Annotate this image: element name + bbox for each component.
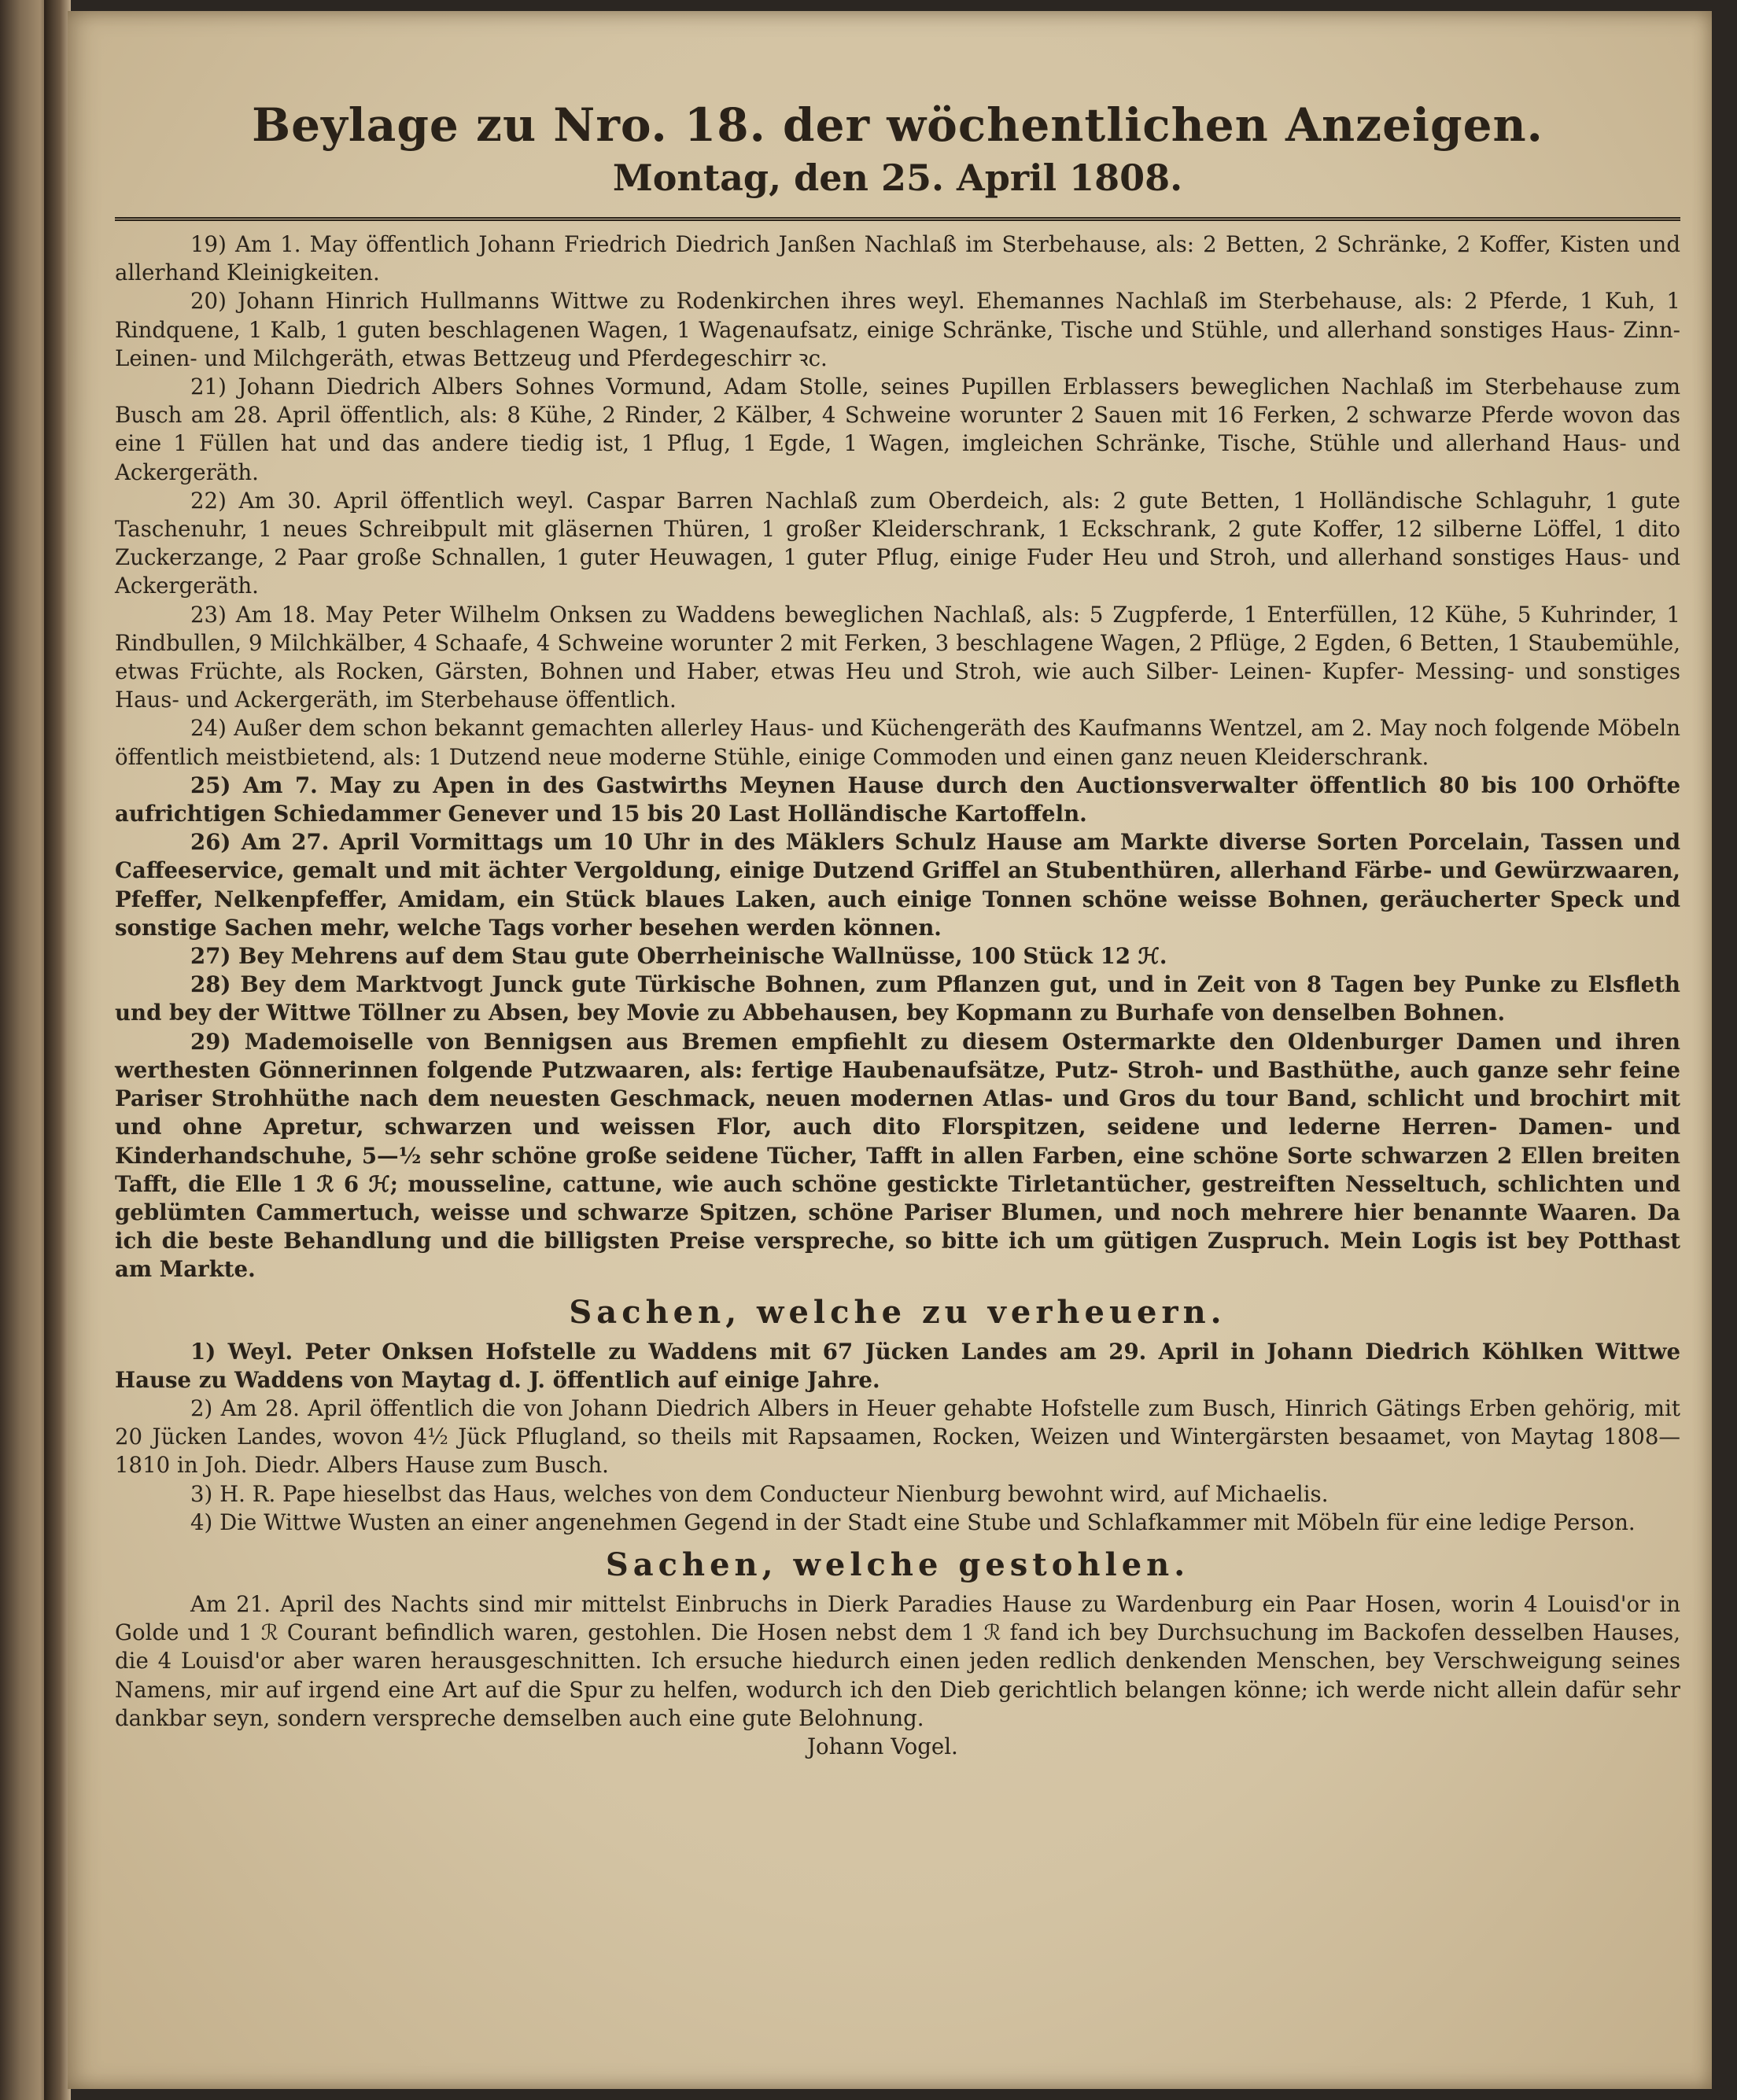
page-content — [115, 98, 1680, 1761]
entry-29: 29) Mademoiselle von Bennigsen aus Bremen empfiehlt zu diesem Ostermarkte den Oldenburger Damen und ihren werthesten Gönnerinnen folgende Putzwaaren, als: fertige Haubenaufsätze, Putz- Stroh- und Basthüthe, auch ganze sehr feine Pariser Strohhüthe nach dem neuesten Geschmack, neuen modernen Atlas- und Gros du tour Band, schlicht und brochirt mit und ohne Apretur, schwarzen und weissen Flor, auch dito Florspitzen, seidene und lederne Herren- Damen- und Kinderhandschuhe, 5—½ sehr schöne große seidene Tücher, Tafft in allen Farben, eine schöne Sorte schwarzen 2 Ellen breiten Tafft, die Elle 1 ℛ 6 ℋ; mousseline, cattune, wie auch schöne gestickte Tirletantücher, gestreiften Nesseltuch, schlichten und geblümten Cammertuch, weisse und schwarze Spitzen, schöne Pariser Blumen, und noch mehrere hier benannte Waaren. Da ich die beste Behandlung und die billigsten Preise verspreche, so bitte ich um gütigen Zuspruch. Mein Logis ist bey Potthast am Markte. — [115, 1028, 1680, 1283]
page-title: Beylage zu Nro. 18. der wöchentlichen Anzeigen. — [252, 98, 1543, 152]
header-rule — [115, 217, 1680, 221]
entry-27: 27) Bey Mehrens auf dem Stau gute Oberrheinische Wallnüsse, 100 Stück 12 ℋ. — [190, 943, 1167, 970]
rent-entry-1: 1) Weyl. Peter Onksen Hofstelle zu Waddens mit 67 Jücken Landes am 29. April in Johann Diedrich Köhlken Wittwe Hause zu Waddens von Maytag d. J. öffentlich auf einige Jahre. — [115, 1338, 1680, 1393]
entry-20: 20) Johann Hinrich Hullmanns Wittwe zu Rodenkirchen ihres weyl. Ehemannes Nachlaß im Sterbehause, als: 2 Pferde, 1 Kuh, 1 Rindquene, 1 Kalb, 1 guten beschlagenen Wagen, 1 Wagenaufsatz, einige Schränke, Tische und Stühle, und allerhand sonstiges Haus- Zinn- Leinen- und Milchgeräth, etwas Bettzeug und Pferdegeschirr ꝛc. — [115, 288, 1680, 371]
left-page-edge — [0, 0, 50, 2100]
page-date: Montag, den 25. April 1808. — [612, 157, 1183, 199]
rent-entry-2: 2) Am 28. April öffentlich die von Johann Diedrich Albers in Heuer gehabte Hofstelle zum Busch, Hinrich Gätings Erben gehörig, mit 20 Jücken Landes, wovon 4½ Jück Pflugland, so theils mit Rapsaamen, Rocken, Weizen und Wintergärsten besaamet, von Maytag 1808—1810 in Joh. Diedr. Albers Hause zum Busch. — [115, 1394, 1680, 1479]
entry-21: 21) Johann Diedrich Albers Sohnes Vormund, Adam Stolle, seines Pupillen Erblassers beweglichen Nachlaß im Sterbehause zum Busch am 28. April öffentlich, als: 8 Kühe, 2 Rinder, 2 Kälber, 4 Schweine worunter 2 Sauen mit 16 Ferken, 2 schwarze Pferde wovon das eine 1 Füllen hat und das andere tiedig ist, 1 Pflug, 1 Egde, 1 Wagen, imgleichen Schränke, Tische, Stühle und allerhand Haus- und Ackergeräth. — [115, 374, 1680, 485]
newspaper-page — [68, 11, 1712, 2089]
stolen-section-heading: Sachen, welche gestohlen. — [605, 1546, 1190, 1583]
book-gutter — [44, 0, 71, 2100]
entry-28: 28) Bey dem Marktvogt Junck gute Türkische Bohnen, zum Pflanzen gut, und in Zeit von 8 Tagen bey Punke zu Elsfleth und bey der Wittwe Töllner zu Absen, bey Movie zu Abbehausen, bey Kopmann zu Burhafe von denselben Bohnen. — [115, 971, 1680, 1026]
entry-23: 23) Am 18. May Peter Wilhelm Onksen zu Waddens beweglichen Nachlaß, als: 5 Zugpferde, 1 Enterfüllen, 12 Kühe, 5 Kuhrinder, 1 Rindbullen, 9 Milchkälber, 4 Schaafe, 4 Schweine worunter 2 mit Ferken, 3 beschlagene Wagen, 2 Pflüge, 2 Egden, 6 Betten, 1 Staubemühle, etwas Früchte, als Rocken, Gärsten, Bohnen und Haber, etwas Heu und Stroh, wie auch Silber- Leinen- Kupfer- Messing- und sonstiges Haus- und Ackergeräth, im Sterbehause öffentlich. — [115, 601, 1680, 713]
entry-19: 19) Am 1. May öffentlich Johann Friedrich Diedrich Janßen Nachlaß im Sterbehause, als: 2 Betten, 2 Schränke, 2 Koffer, Kisten und allerhand Kleinigkeiten. — [115, 231, 1680, 286]
rent-entry-4: 4) Die Wittwe Wusten an einer angenehmen Gegend in der Stadt eine Stube und Schlafkammer mit Möbeln für eine ledige Person. — [190, 1509, 1636, 1535]
entry-26: 26) Am 27. April Vormittags um 10 Uhr in des Mäklers Schulz Hause am Markte diverse Sorten Porcelain, Tassen und Caffeeservice, gemalt und mit ächter Vergoldung, einige Dutzend Griffel an Stubenthüren, allerhand Färbe- und Gewürzwaaren, Pfeffer, Nelkenpfeffer, Amidam, ein Stück blaues Laken, auch einige Tonnen schöne weisse Bohnen, geräucherter Speck und sonstige Sachen mehr, welche Tags vorher besehen werden können. — [115, 829, 1680, 941]
entry-25: 25) Am 7. May zu Apen in des Gastwirths Meynen Hause durch den Auctionsverwalter öffentlich 80 bis 100 Orhöfte aufrichtigen Schiedammer Genever und 15 bis 20 Last Holländische Kartoffeln. — [115, 772, 1680, 827]
stolen-signature: Johann Vogel. — [807, 1733, 958, 1759]
rent-entry-3: 3) H. R. Pape hieselbst das Haus, welches von dem Conducteur Nienburg bewohnt wird, auf Michaelis. — [190, 1480, 1329, 1507]
stolen-notice: Am 21. April des Nachts sind mir mittelst Einbruchs in Dierk Paradies Hause zu Wardenburg ein Paar Hosen, worin 4 Louisd'or in Golde und 1 ℛ Courant befindlich waren, gestohlen. Die Hosen nebst dem 1 ℛ fand ich bey Durchsuchung im Backofen desselben Hauses, die 4 Louisd'or aber waren herausgeschnitten. Ich ersuche hiedurch einen jeden redlich denkenden Menschen, bey Verschweigung seines Namens, mir auf irgend eine Art auf die Spur zu helfen, wodurch ich den Dieb gerichtlich belangen könne; ich werde nicht allein dafür sehr dankbar seyn, sondern verspreche demselben auch eine gute Belohnung. — [115, 1590, 1680, 1731]
entry-24: 24) Außer dem schon bekannt gemachten allerley Haus- und Küchengeräth des Kaufmanns Wentzel, am 2. May noch folgende Möbeln öffentlich meistbietend, als: 1 Dutzend neue moderne Stühle, einige Commoden und einen ganz neuen Kleiderschrank. — [115, 715, 1680, 770]
rent-section-heading: Sachen, welche zu verheuern. — [569, 1293, 1226, 1331]
entry-22: 22) Am 30. April öffentlich weyl. Caspar Barren Nachlaß zum Oberdeich, als: 2 gute Betten, 1 Holländische Schlaguhr, 1 gute Taschenuhr, 1 neues Schreibpult mit gläsernen Thüren, 1 großer Kleiderschrank, 1 Eckschrank, 2 gute Koffer, 12 silberne Löffel, 1 dito Zuckerzange, 2 Paar große Schnallen, 1 guter Heuwagen, 1 guter Pflug, einige Fuder Heu und Stroh, und allerhand sonstiges Haus- und Ackergeräth. — [115, 487, 1680, 599]
auction-entries — [115, 230, 1680, 1761]
